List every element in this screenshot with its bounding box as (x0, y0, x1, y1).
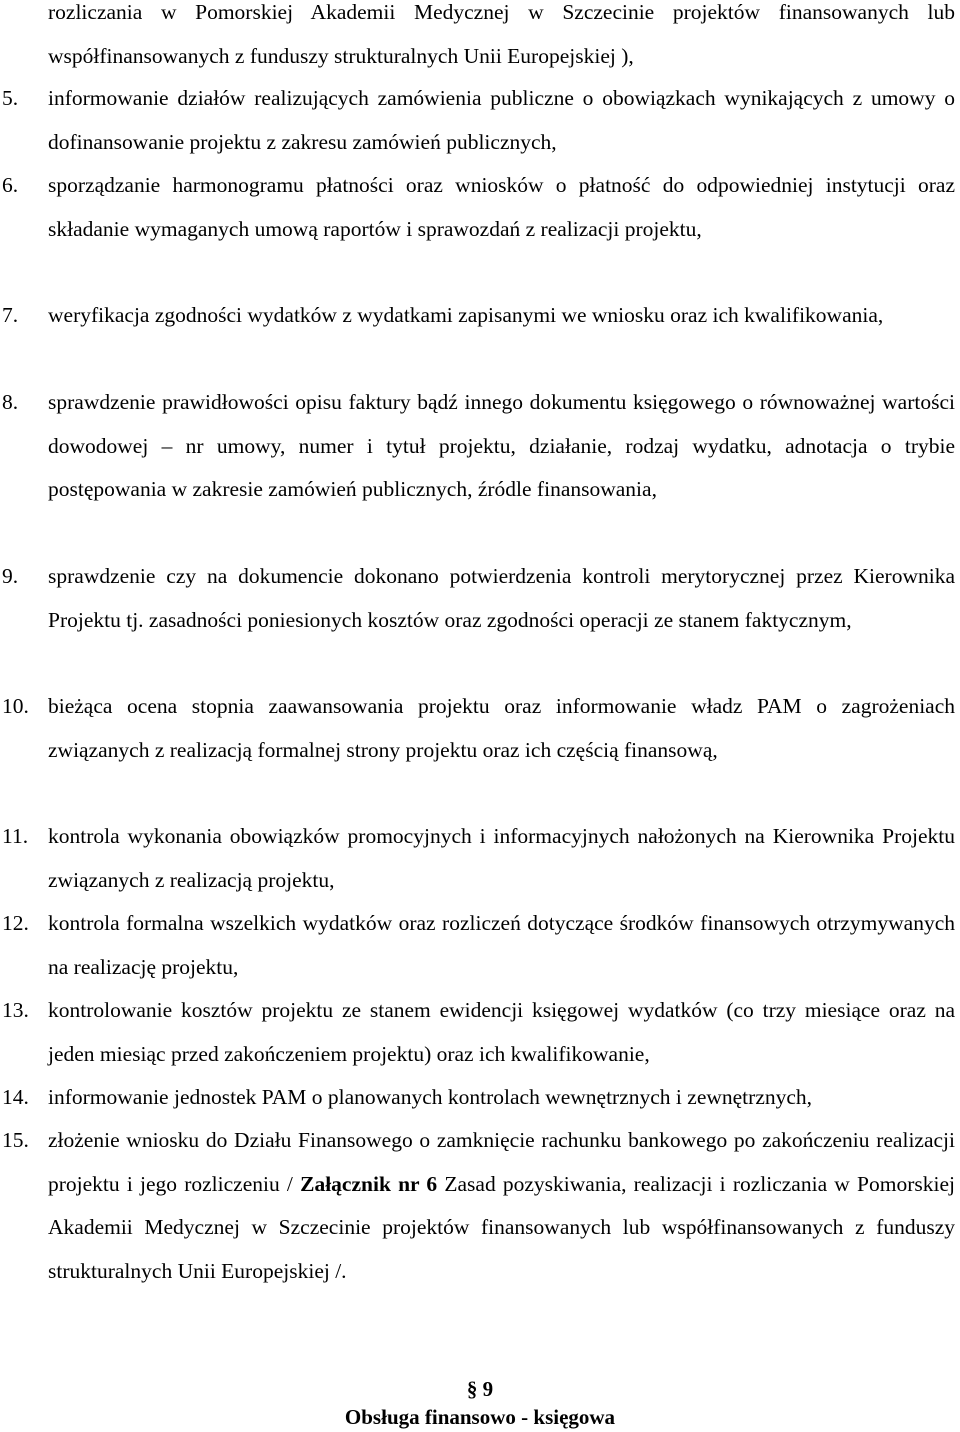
list-item-number: 13. (2, 998, 29, 1022)
list-item-number: 5. (2, 86, 19, 110)
list-item-text: informowanie działów realizujących zamówienia publiczne o obowiązkach wynikających z umowy o dofinansowanie projektu z zakresu zamówień publicznych, (48, 86, 955, 154)
continuation-text: rozliczania w Pomorskiej Akademii Medycznej w Szczecinie projektów finansowanych lub współfinansowanych z funduszy strukturalnych Unii Europejskiej ), (48, 0, 955, 68)
list-item-number: 15. (2, 1128, 29, 1152)
list-item-number: 11. (2, 824, 29, 848)
list-item-text-part: Zasad pozyskiwania, realizacji i rozliczania w Pomorskiej Akademii Medycznej w Szczecinie projektów finansowanych lub współfinansowanych z funduszy strukturalnych Unii Europejskiej /. (48, 1171, 955, 1283)
list-item-number: 10. (2, 694, 29, 718)
list-item-text (48, 1119, 955, 1293)
list-item-number: 14. (2, 1085, 29, 1109)
list-item-text: bieżąca ocena stopnia zaawansowania projektu oraz informowanie władz PAM o zagrożeniach związanych z realizacją formalnej strony projektu oraz ich częścią finansową, (48, 694, 955, 762)
list-item-text: sprawdzenie czy na dokumencie dokonano potwierdzenia kontroli merytorycznej przez Kierownika Projektu tj. zasadności poniesionych kosztów oraz zgodności operacji ze stanem faktycznym, (48, 564, 955, 632)
section-title: Obsługa finansowo - księgowa (344, 1405, 616, 1429)
attachment-reference: Załącznik nr 6 (300, 1171, 438, 1196)
list-item-number: 8. (2, 390, 19, 414)
list-item-text-part: złożenie wniosku do Działu Finansowego o zamknięcie rachunku bankowego po zakończeniu realizacji projektu i jego rozliczeniu / (48, 1128, 955, 1196)
list-item-number: 6. (2, 173, 19, 197)
list-item-text: sporządzanie harmonogramu płatności oraz wniosków o płatność do odpowiedniej instytucji oraz składanie wymaganych umową raportów i sprawozdań z realizacji projektu, (48, 173, 955, 241)
list-item-text: kontrola formalna wszelkich wydatków oraz rozliczeń dotyczące środków finansowych otrzymywanych na realizację projektu, (48, 911, 955, 979)
list-item-number: 9. (2, 564, 19, 588)
list-item-number: 7. (2, 303, 19, 327)
list-item-text: informowanie jednostek PAM o planowanych kontrolach wewnętrznych i zewnętrznych, (48, 1085, 813, 1109)
list-item-number: 12. (2, 911, 29, 935)
section-number: § 9 (466, 1377, 494, 1401)
list-item-text: weryfikacja zgodności wydatków z wydatkami zapisanymi we wniosku oraz ich kwalifikowania, (48, 303, 884, 327)
list-item-text: sprawdzenie prawidłowości opisu faktury bądź innego dokumentu księgowego o równoważnej wartości dowodowej – nr umowy, numer i tytuł projektu, działanie, rodzaj wydatku, adnotacja o trybie postępowania w zakresie zamówień publicznych, źródle finansowania, (48, 390, 955, 501)
list-item-text: kontrola wykonania obowiązków promocyjnych i informacyjnych nałożonych na Kierownika Projektu związanych z realizacją projektu, (48, 824, 955, 892)
list-item-text: kontrolowanie kosztów projektu ze stanem ewidencji księgowej wydatków (co trzy miesiące oraz na jeden miesiąc przed zakończeniem projektu) oraz ich kwalifikowanie, (48, 998, 955, 1066)
